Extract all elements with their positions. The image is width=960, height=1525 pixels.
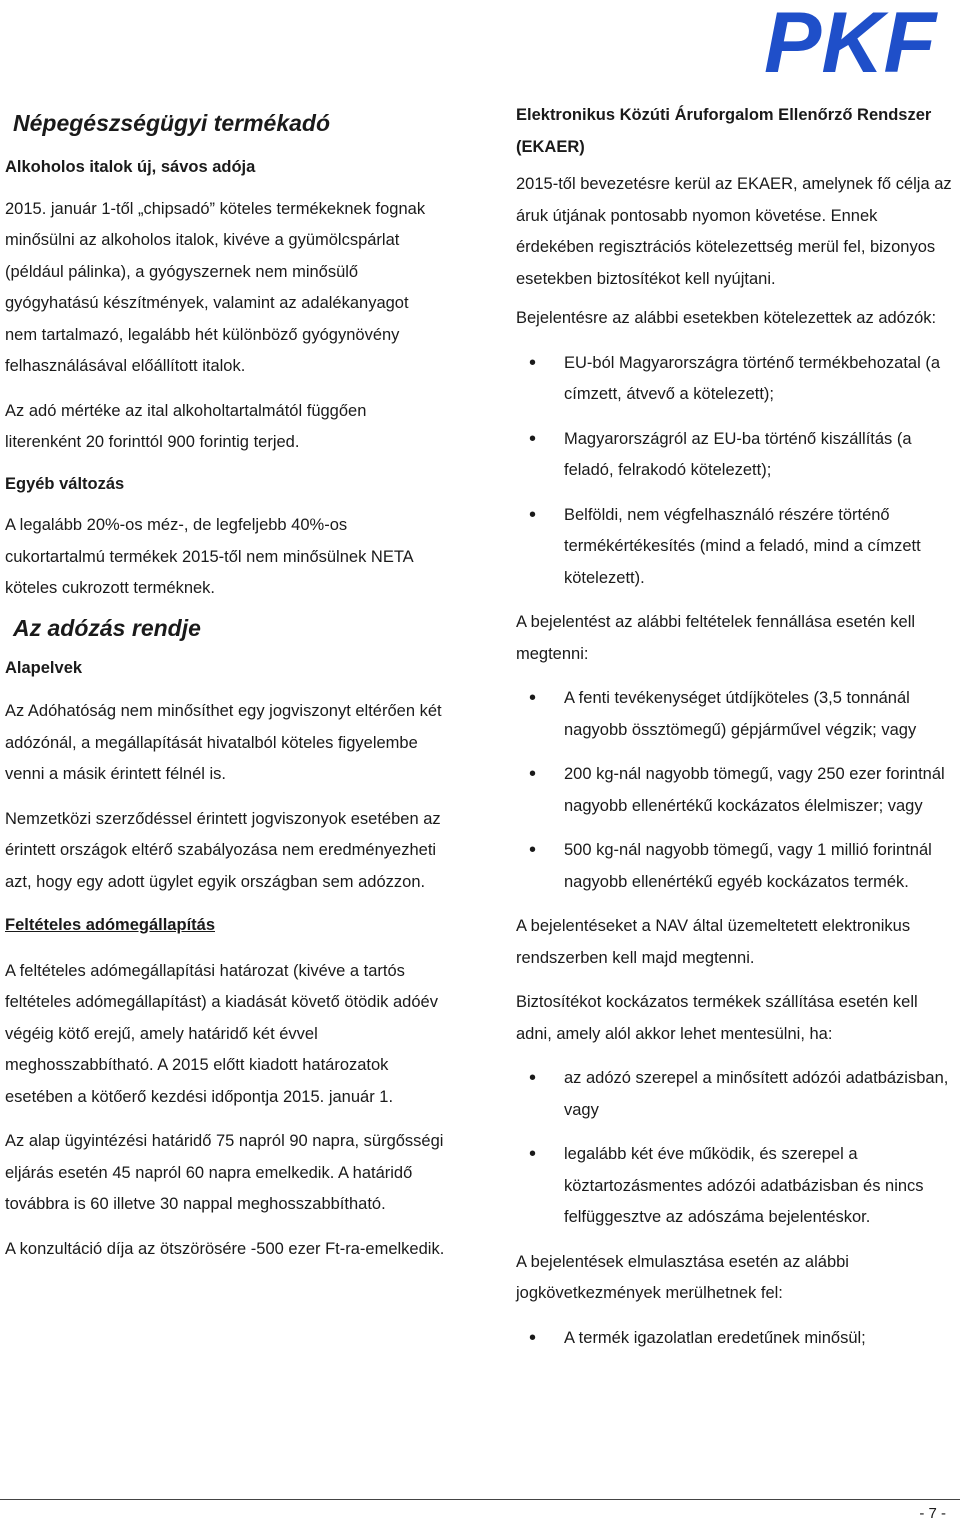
paragraph-bejelentesre: Bejelentésre az alábbi esetekben kötelezettek az adózók: bbox=[516, 309, 937, 327]
heading-nepegeszsegugyi: Népegészségügyi termékadó bbox=[13, 110, 331, 136]
list-feltetelek bbox=[516, 683, 952, 898]
paragraph-mez-cukor: A legalább 20%-os méz-, de legfeljebb 40%-os cukortartalmú termékek 2015-től nem minősülnek NETA köteles cukrozott terméknek. bbox=[5, 516, 413, 597]
list-item: • A fenti tevékenységet útdíjköteles (3,5 tonnánál nagyobb össztömegű) gépjárművel végzik; vagy bbox=[516, 683, 952, 746]
paragraph-nemzetkozi: Nemzetközi szerződéssel érintett jogviszonyok esetében az érintett országok eltérő szabályozása nem eredményezheti azt, hogy egy adott ügylet egyik országban sem adózzon. bbox=[5, 809, 441, 891]
paragraph-adohatosag: Az Adóhatóság nem minősíthet egy jogviszonyt eltérően két adózónál, a megállapítását hivatalból köteles figyelembe venni a másik érintett félnél is. bbox=[5, 702, 442, 783]
list-item: • Belföldi, nem végfelhasználó részére történő termékértékesítés (mind a feladó, mind a címzett kötelezett). bbox=[516, 500, 952, 595]
list-bejelentesi-esetek bbox=[516, 348, 952, 595]
left-column bbox=[5, 100, 445, 1278]
heading-adozas-rendje: Az adózás rendje bbox=[13, 614, 201, 641]
list-item: • 500 kg-nál nagyobb tömegű, vagy 1 millió forintnál nagyobb ellenértékű egyéb kockázatos termék. bbox=[516, 835, 952, 898]
subheading-alkoholos: Alkoholos italok új, sávos adója bbox=[5, 158, 256, 176]
list-item: • legalább két éve működik, és szerepel a köztartozásmentes adózói adatbázisban és nincs felfüggesztve az adószáma bejelentéskor. bbox=[516, 1139, 952, 1234]
paragraph-konzultacio-dija: A konzultáció díja az ötszörösére -500 ezer Ft-ra-emelkedik. bbox=[5, 1239, 445, 1258]
pkf-logo-text: PKF bbox=[764, 2, 938, 80]
subheading-alapelvek: Alapelvek bbox=[5, 658, 83, 677]
paragraph-ado-merteke: Az adó mértéke az ital alkoholtartalmától függően literenként 20 forinttól 900 forintig terjed. bbox=[5, 401, 367, 451]
subheading-egyeb-valtozas: Egyéb változás bbox=[5, 474, 125, 493]
pkf-logo bbox=[762, 2, 938, 80]
paragraph-chipsado: 2015. január 1-től „chipsadó” köteles termékeknek fognak minősülni az alkoholos italok, kivéve a gyümölcspárlat (például pálinka), a gyógyszernek nem minősülő gyógyhatású készítmények, valamint az adalékanyagot nem tartalmazó, legalább hét különböző gyógynövény felhasználásával előállított italok. bbox=[5, 199, 426, 375]
list-mentesules bbox=[516, 1063, 952, 1234]
list-item: • EU-ból Magyarországra történő termékbehozatal (a címzett, átvevő a kötelezett); bbox=[516, 348, 952, 411]
subheading-felteteles: Feltételes adómegállapítás bbox=[5, 916, 215, 934]
paragraph-felteteles-hatarozat: A feltételes adómegállapítási határozat (kivéve a tartós feltételes adómegállapítást) a kiadását követő ötödik adóév végéig kötő erejű, amely határidő két évvel meghosszabbítható. A 2015 előtt kiadott határozatok esetében a kötőerő kezdési időpontja 2015. január 1. bbox=[5, 961, 438, 1106]
right-column bbox=[516, 100, 952, 1367]
paragraph-ekaer-cel: 2015-től bevezetésre kerül az EKAER, amelynek fő célja az áruk útjának pontosabb nyomon követése. Ennek érdekében regisztrációs kötelezettség merül fel, bizonyos esetekben biztosítékot kell nyújtani. bbox=[516, 175, 952, 288]
paragraph-ugyintezesi-hatarido: Az alap ügyintézési határidő 75 napról 90 napra, sürgősségi eljárás esetén 45 napról 60 napra emelkedik. A határidő továbbra is 60 illetve 30 nappal meghosszabbítható. bbox=[5, 1132, 444, 1213]
footer-divider bbox=[0, 1499, 960, 1500]
list-item: • Magyarországról az EU-ba történő kiszállítás (a feladó, felrakodó kötelezett); bbox=[516, 424, 952, 487]
list-item: • 200 kg-nál nagyobb tömegű, vagy 250 ezer forintnál nagyobb ellenértékű kockázatos élelmiszer; vagy bbox=[516, 759, 952, 822]
paragraph-biztositek: Biztosítékot kockázatos termékek szállítása esetén kell adni, amely alól akkor lehet mentesülni, ha: bbox=[516, 993, 918, 1043]
list-jogkovetkezmenyek bbox=[516, 1323, 952, 1355]
heading-ekaer: Elektronikus Közúti Áruforgalom Ellenőrző Rendszer (EKAER) bbox=[516, 106, 932, 156]
list-item: • az adózó szerepel a minősített adózói adatbázisban, vagy bbox=[516, 1063, 952, 1126]
list-item: • A termék igazolatlan eredetűnek minősül; bbox=[516, 1323, 952, 1355]
paragraph-elmulasztas: A bejelentések elmulasztása esetén az alábbi jogkövetkezmények merülhetnek fel: bbox=[516, 1252, 849, 1302]
paragraph-feltetelek: A bejelentést az alábbi feltételek fennállása esetén kell megtenni: bbox=[516, 613, 916, 663]
paragraph-nav-rendszer: A bejelentéseket a NAV által üzemeltetett elektronikus rendszerben kell majd megtenni. bbox=[516, 917, 911, 967]
page-number: - 7 - bbox=[919, 1505, 946, 1522]
